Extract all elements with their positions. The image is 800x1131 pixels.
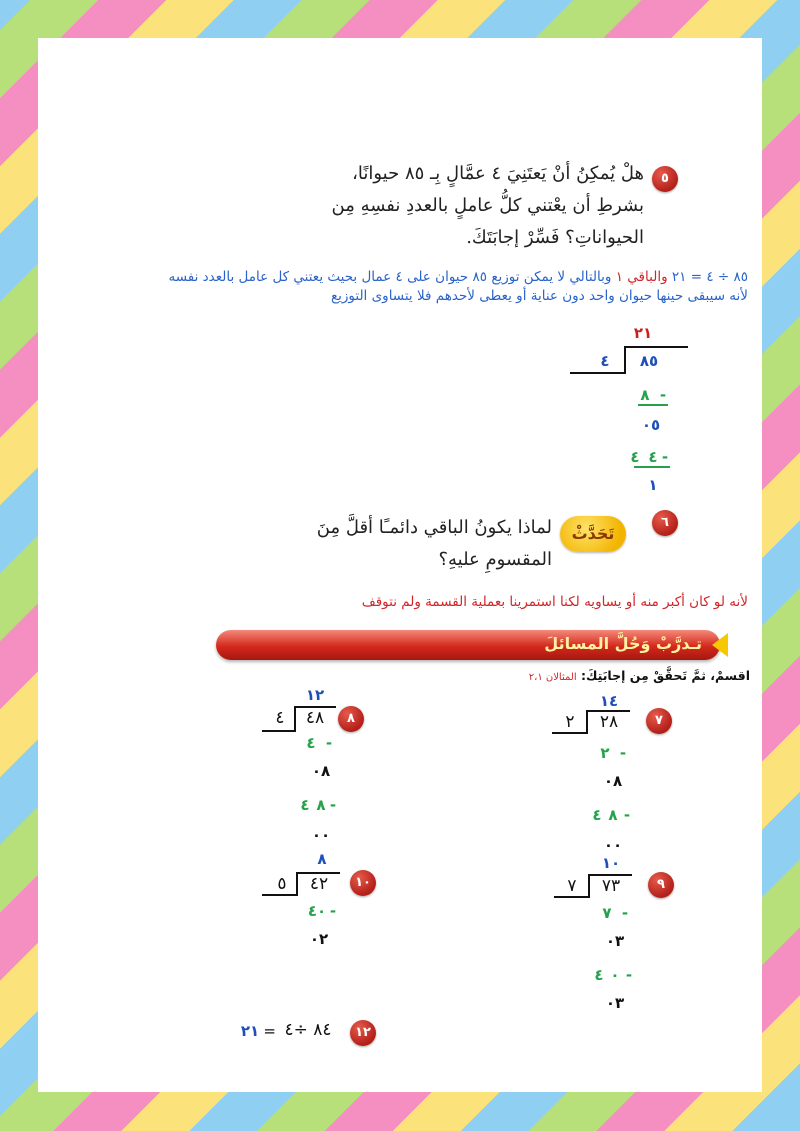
subtraction-value: ٤ [648, 448, 658, 466]
question-number-badge [350, 1020, 376, 1046]
question-5-text [244, 158, 644, 254]
dividend: ٧٣ [601, 876, 621, 896]
answer-remainder-text: والباقي ١ [615, 269, 668, 285]
division-underline [552, 732, 588, 734]
answer-6: لأنه لو كان أكبر منه أو يساويه لكنا استمرينا بعملية القسمة ولم نتوقف [361, 594, 748, 610]
subtraction-line [634, 466, 670, 468]
talk-badge: تَحَدَّثْ [560, 516, 626, 552]
divisor: ٤ [275, 708, 285, 728]
question-6-text [252, 512, 552, 576]
quotient: ١٤ [599, 692, 619, 710]
small-digit: ٤ [300, 796, 310, 814]
question-line: هلْ يُمكِنُ أنْ يَعتَنِيَ ٤ عمَّالٍ بِـ ٨٥ حيوانًا، [352, 163, 644, 184]
division-expression: ٨٤ ÷٤ [284, 1020, 332, 1040]
answer-line [48, 268, 748, 287]
remainder-step: ٠٨ [603, 772, 623, 790]
equals-sign: = [263, 1022, 276, 1040]
answer-equation: ٨٥ ÷ ٤ = ٢١ [671, 269, 748, 285]
question-number: ٩ [657, 877, 665, 892]
banner-arrow-icon [712, 633, 728, 657]
small-digit: ٤ [630, 448, 640, 466]
small-digit: ٤ [594, 966, 604, 984]
question-number: ٧ [655, 713, 663, 728]
quotient: ١٢ [305, 686, 325, 704]
instructions-text: اقسمْ، ثمَّ تَحقَّقْ مِن إجابَتِكَ: [580, 668, 750, 683]
final-remainder: ٠٢ [309, 930, 329, 948]
division-underline [554, 896, 590, 898]
question-line: الحيواناتِ؟ فَسِّرْ إجابَتَكَ. [466, 227, 644, 248]
divisor: ٤ [600, 352, 610, 370]
divisor: ٧ [567, 876, 577, 896]
subtraction-value: ٠ [610, 966, 620, 984]
question-number: ١٢ [355, 1025, 371, 1040]
dividend: ٨٥ [639, 352, 659, 370]
final-remainder: ٠٠ [311, 826, 331, 844]
question-number: ٨ [347, 711, 355, 726]
final-remainder: ٠٣ [605, 994, 625, 1012]
minus-sign: - [661, 448, 669, 466]
section-banner [216, 630, 720, 660]
question-number-badge [652, 166, 678, 192]
quotient: ٨ [317, 850, 327, 868]
question-line: بشرطِ أن يعْتني كلُّ عاملٍ بالعددِ نفسِهِ مِن [331, 195, 644, 216]
question-number: ١٠ [355, 875, 371, 890]
subtraction-value: ٨ [640, 386, 650, 404]
subtraction-value: ٤ [306, 734, 316, 752]
divisor: ٢ [565, 712, 575, 732]
question-number-badge [350, 870, 376, 896]
answer-line: لأنه سيبقى حينها حيوان واحد دون عناية أو يعطى لأحدهم فلا يتساوى التوزيع [330, 288, 748, 304]
question-number-badge [648, 872, 674, 898]
dividend: ٤٨ [305, 708, 325, 728]
question-number-badge [652, 510, 678, 536]
minus-sign: - [659, 386, 667, 404]
result: ٢١ [240, 1022, 260, 1040]
minus-sign: - [329, 902, 337, 920]
small-digit: ٤ [592, 806, 602, 824]
quotient: ٢١ [633, 324, 653, 342]
minus-sign: - [325, 734, 333, 752]
question-number-badge [338, 706, 364, 732]
worksheet-page [38, 38, 762, 1092]
subtraction-line [638, 404, 668, 406]
subtraction-value: ٨ [608, 806, 618, 824]
question-line: لماذا يكونُ الباقي دائمـًا أقلَّ مِنَ [316, 517, 552, 538]
division-bracket [586, 710, 588, 734]
minus-sign: - [623, 806, 631, 824]
division-underline [262, 730, 296, 732]
quotient: ١٠ [601, 854, 621, 872]
question-line: المقسومِ عليهِ؟ [438, 549, 552, 570]
subtraction-value: ٧ [602, 904, 612, 922]
division-bracket [588, 874, 590, 898]
division-underline [570, 372, 626, 374]
dividend: ٤٢ [309, 874, 329, 894]
question-number: ٥ [661, 171, 669, 186]
divisor: ٥ [277, 874, 287, 894]
minus-sign: - [625, 966, 633, 984]
question-number-badge [646, 708, 672, 734]
instructions-examples: المثالان ٢،١ [528, 672, 577, 683]
minus-sign: - [619, 744, 627, 762]
division-bracket [294, 706, 296, 732]
dividend: ٢٨ [599, 712, 619, 732]
division-bar [626, 346, 688, 348]
subtraction-value: ٨ [316, 796, 326, 814]
remainder-step: ٠٨ [311, 762, 331, 780]
subtraction-value: ٤٠ [307, 902, 327, 920]
final-remainder: ٠٠ [603, 836, 623, 854]
banner-title: تـدرَّبْ وَحُلَّ المسائلَ [544, 634, 702, 653]
division-underline [262, 894, 298, 896]
remainder-step: ٠٥ [641, 416, 661, 434]
answer-5 [48, 268, 748, 306]
final-remainder: ١ [648, 476, 658, 494]
division-bracket [624, 346, 626, 374]
remainder-step: ٠٣ [605, 932, 625, 950]
subtraction-value: ٢ [600, 744, 610, 762]
minus-sign: - [621, 904, 629, 922]
minus-sign: - [329, 796, 337, 814]
instructions [529, 668, 750, 683]
question-number: ٦ [661, 515, 669, 530]
answer-explanation: وبالتالي لا يمكن توزيع ٨٥ حيوان على ٤ عمال بحيث يعتني كل عامل بالعدد نفسه [168, 269, 612, 285]
division-bracket [296, 872, 298, 896]
